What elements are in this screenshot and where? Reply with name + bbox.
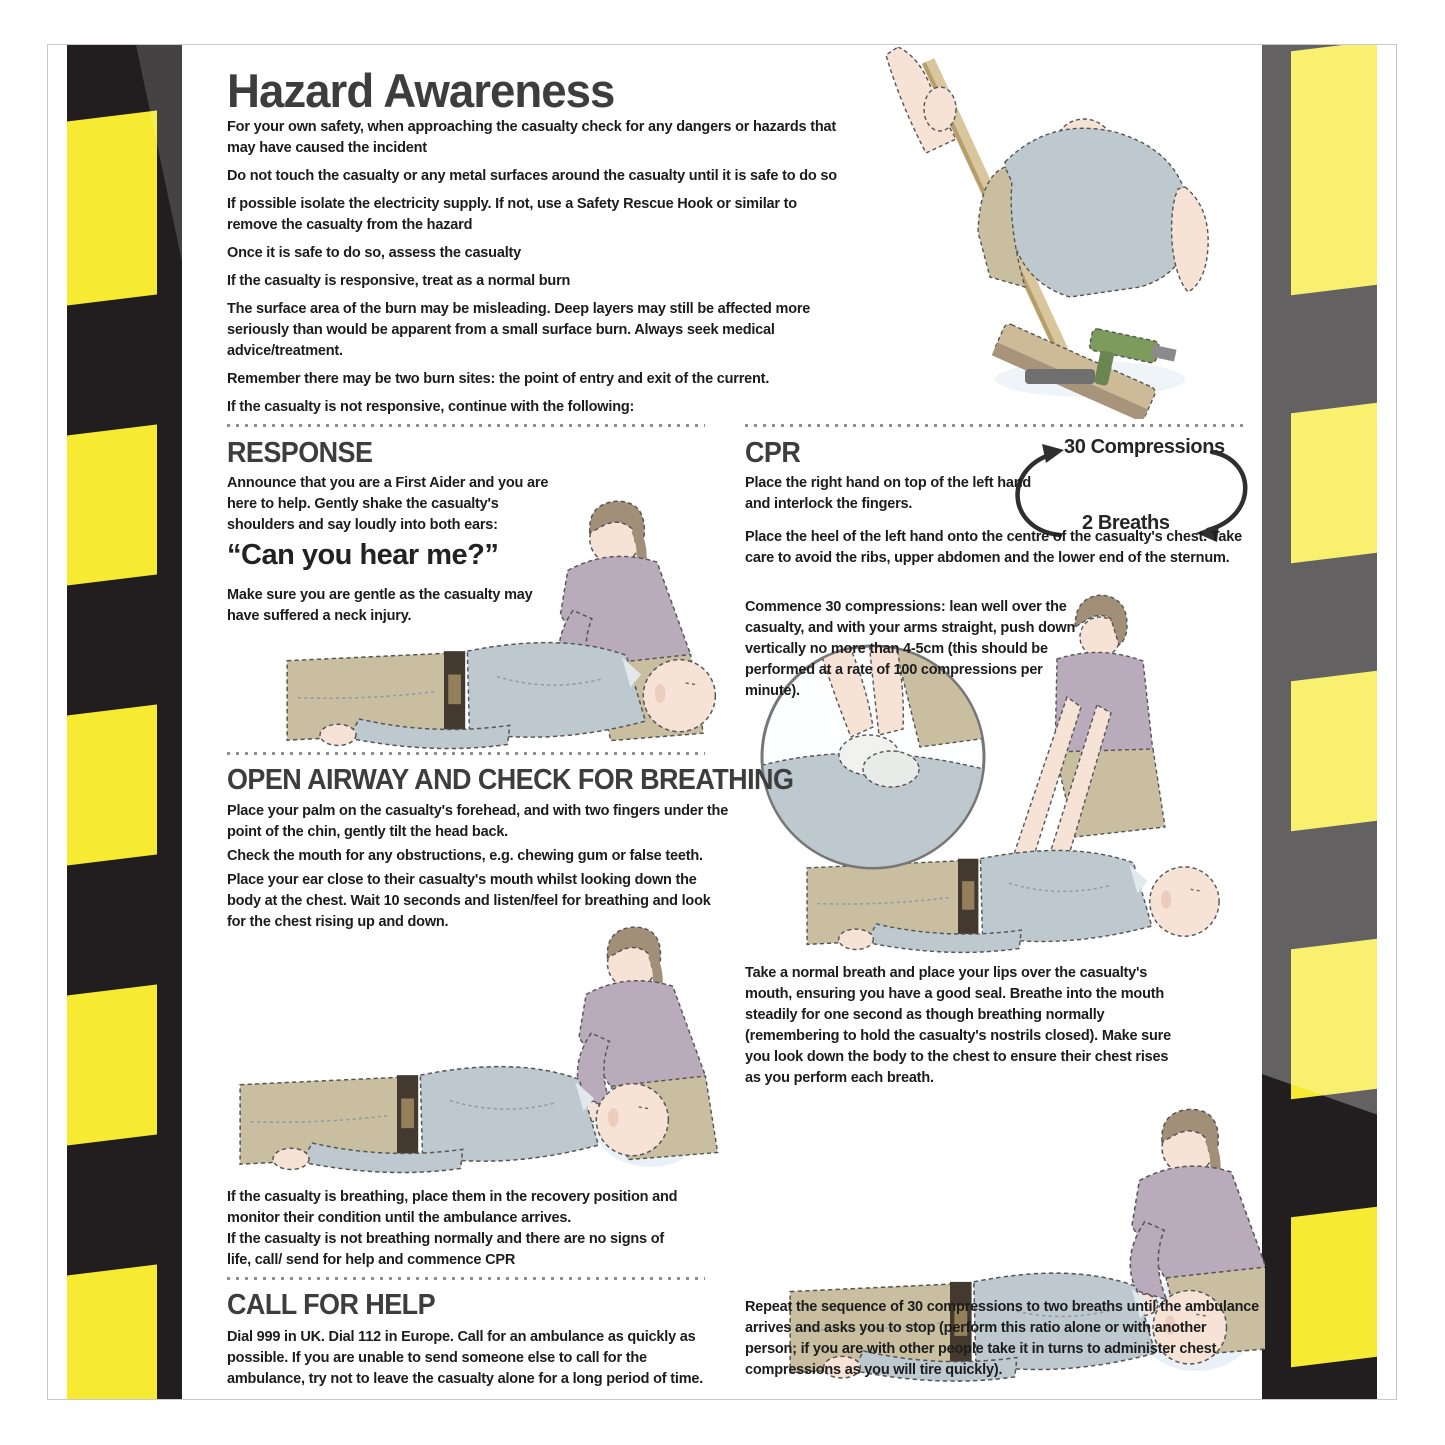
call-for-help-paragraph: Dial 999 in UK. Dial 112 in Europe. Call for an ambulance as quickly as possible. If you are unable to send someone else to call for the ambulance, try not to leave the casualty alone for a long period of time. <box>227 1329 704 1388</box>
hazard-stripe-band-right <box>1262 45 1377 1399</box>
open-airway-paragraph: Place your ear close to their casualty's mouth whilst looking down the body at the chest. Wait 10 seconds and listen/feel for breathing and look for the chest rising up and down. <box>227 872 711 931</box>
open-airway-text <box>227 801 732 933</box>
intro-paragraph: If possible isolate the electricity supply. If not, use a Safety Rescue Hook or similar to remove the casualty from the hazard <box>227 196 797 234</box>
arrowhead-up <box>1042 444 1064 463</box>
intro-paragraph: If the casualty is not responsive, continue with the following: <box>227 399 635 416</box>
cpr-paragraph: Place the heel of the left hand onto the centre of the casualty's chest. Take care to avoid the ribs, upper abdomen and the lower end of the sternum. <box>745 529 1243 567</box>
response-paragraph: Make sure you are gentle as the casualty may have suffered a neck injury. <box>227 587 533 625</box>
intro-paragraph: For your own safety, when approaching the casualty check for any dangers or hazards that may have caused the incident <box>227 119 837 157</box>
call-for-help-heading: CALL FOR HELP <box>227 1289 436 1321</box>
breathing-result-paragraph: If the casualty is not breathing normally and there are no signs of life, call/ send for help and commence CPR <box>227 1231 664 1269</box>
repeat-sequence-paragraph: Repeat the sequence of 30 compressions to two breaths until the ambulance arrives and asks you to stop (perform this ratio alone or with another person; if you are with other people take it in turns to administer chest compressions as you will tire quickly). <box>745 1299 1259 1379</box>
response-illustration <box>285 497 747 759</box>
intro-paragraph: Remember there may be two burn sites: the point of entry and exit of the current. <box>227 371 770 388</box>
intro-paragraph: Do not touch the casualty or any metal surfaces around the casualty until it is safe to do so <box>227 168 837 185</box>
intro-paragraph: The surface area of the burn may be misleading. Deep layers may still be affected more seriously than would be apparent from a small surface burn. Always seek medical advice/treatment. <box>227 301 811 360</box>
casualty-figure <box>978 119 1208 297</box>
hazard-stripe-band-left <box>67 45 182 1399</box>
dotted-separator <box>227 752 705 755</box>
yellow-stripes-left <box>67 45 157 1399</box>
open-airway-paragraph: Place your palm on the casualty's forehead, and with two fingers under the point of the chin, gently tilt the head back. <box>227 803 729 841</box>
page-title: Hazard Awareness <box>227 64 615 117</box>
breathing-result-text <box>227 1187 687 1271</box>
response-heading: RESPONSE <box>227 437 373 469</box>
response-quote: “Can you hear me?” <box>227 539 499 571</box>
open-airway-illustration <box>230 921 724 1187</box>
open-airway-paragraph: Check the mouth for any obstructions, e.g. chewing gum or false teeth. <box>227 848 703 865</box>
cycle-label-breaths: 2 Breaths <box>1082 512 1170 534</box>
cycle-label-compressions: 30 Compressions <box>1064 436 1225 458</box>
first-aid-poster <box>47 44 1397 1400</box>
cpr-heading: CPR <box>745 437 801 469</box>
open-airway-heading: OPEN AIRWAY AND CHECK FOR BREATHING <box>227 764 794 796</box>
intro-text <box>227 117 839 425</box>
dotted-separator <box>227 1277 705 1280</box>
response-paragraph: Announce that you are a First Aider and you are here to help. Gently shake the casualty's shoulders and say loudly into both ears: <box>227 475 549 534</box>
breathing-result-paragraph: If the casualty is breathing, place them in the recovery position and monitor their condition until the ambulance arrives. <box>227 1189 678 1227</box>
cpr-paragraph: Place the right hand on top of the left hand and interlock the fingers. <box>745 475 1032 513</box>
rescue-breaths-paragraph: Take a normal breath and place your lips over the casualty's mouth, ensuring you have a good seal. Breathe into the mouth steadily for one second as though breathing normally (remembering to hold the casualty's nostrils closed). Make sure you look down the body to the chest to ensure their chest rises as you perform each breath. <box>745 965 1171 1087</box>
cpr-paragraph: Commence 30 compressions: lean well over the casualty, and with your arms straight, push down vertically no more than 4-5cm (this should be performed at a rate of 100 compressions per minute). <box>745 599 1076 700</box>
hazard-illustration <box>840 47 1255 419</box>
intro-paragraph: If the casualty is responsive, treat as a normal burn <box>227 273 571 290</box>
yellow-stripes-right <box>1291 45 1377 1399</box>
intro-paragraph: Once it is safe to do so, assess the casualty <box>227 245 522 262</box>
